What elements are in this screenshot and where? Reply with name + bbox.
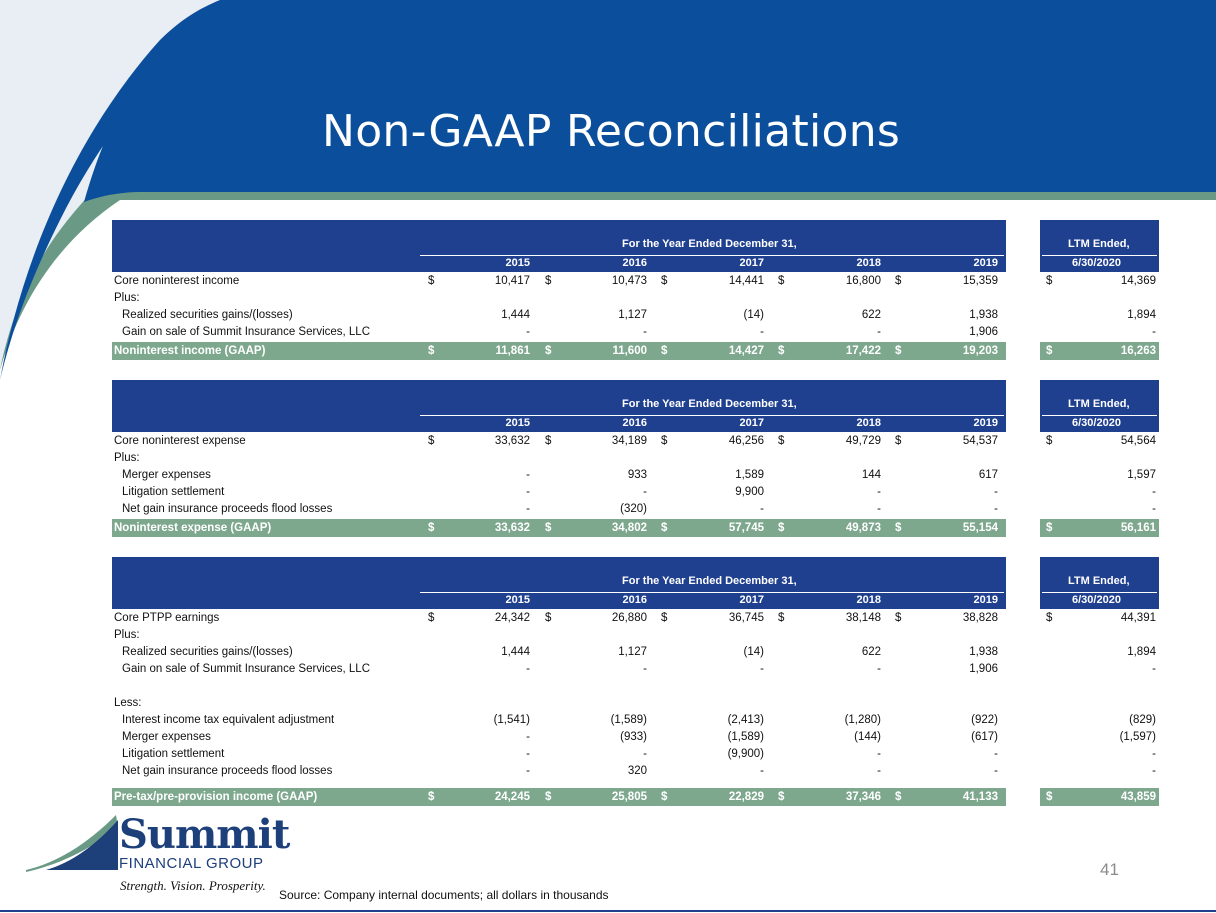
dollar-sign: $ bbox=[1046, 791, 1053, 803]
dollar-sign: $ bbox=[661, 345, 668, 357]
ltm-value: (1,597) bbox=[1119, 731, 1156, 743]
year-header: 2019 bbox=[973, 257, 998, 269]
dollar-sign: $ bbox=[661, 612, 668, 624]
cell-value: 622 bbox=[861, 646, 881, 658]
cell-value: - bbox=[526, 748, 530, 760]
cell-value: - bbox=[877, 503, 881, 515]
cell-value: (14) bbox=[743, 309, 764, 321]
cell-value: - bbox=[877, 765, 881, 777]
total-value: 11,861 bbox=[495, 345, 530, 357]
ltm-date: 6/30/2020 bbox=[1072, 417, 1121, 429]
total-value: 41,133 bbox=[962, 791, 998, 803]
cell-value: 36,745 bbox=[728, 612, 764, 624]
cell-value: (320) bbox=[620, 503, 647, 515]
ltm-header bbox=[1040, 220, 1159, 272]
table-row bbox=[112, 273, 1159, 290]
cell-value: 1,906 bbox=[969, 663, 998, 675]
cell-value: 617 bbox=[978, 469, 998, 481]
cell-value: 144 bbox=[861, 469, 881, 481]
row-label: Plus: bbox=[114, 629, 140, 641]
dollar-sign: $ bbox=[428, 275, 435, 287]
cell-value: (9,900) bbox=[727, 748, 764, 760]
ltm-value: - bbox=[1152, 765, 1156, 777]
dollar-sign: $ bbox=[545, 612, 552, 624]
period-header bbox=[112, 380, 1006, 432]
total-value: 14,427 bbox=[728, 345, 764, 357]
ltm-value: - bbox=[1152, 663, 1156, 675]
dollar-sign: $ bbox=[895, 435, 902, 447]
cell-value: (1,541) bbox=[493, 714, 530, 726]
dollar-sign: $ bbox=[778, 522, 785, 534]
cell-value: (2,413) bbox=[727, 714, 764, 726]
total-row bbox=[112, 788, 1159, 806]
row-label: Merger expenses bbox=[122, 469, 211, 481]
dollar-sign: $ bbox=[545, 522, 552, 534]
period-underline bbox=[420, 592, 1004, 593]
year-header: 2018 bbox=[856, 257, 881, 269]
dollar-sign: $ bbox=[545, 345, 552, 357]
ptpp-income-table bbox=[112, 557, 1159, 807]
table-row bbox=[112, 678, 1159, 695]
dollar-sign: $ bbox=[1046, 275, 1053, 287]
total-row bbox=[112, 342, 1159, 360]
year-header: 2016 bbox=[622, 594, 647, 606]
period-header bbox=[112, 220, 1006, 272]
row-label: Less: bbox=[114, 697, 142, 709]
dollar-sign: $ bbox=[895, 791, 902, 803]
total-ltm-value: 43,859 bbox=[1120, 791, 1156, 803]
ltm-value: 1,894 bbox=[1127, 646, 1156, 658]
cell-value: 9,900 bbox=[735, 486, 764, 498]
ltm-value: 14,369 bbox=[1120, 275, 1156, 287]
dollar-sign: $ bbox=[895, 345, 902, 357]
table-row bbox=[112, 746, 1159, 763]
total-value: 34,802 bbox=[611, 522, 647, 534]
dollar-sign: $ bbox=[778, 435, 785, 447]
cell-value: 622 bbox=[861, 309, 881, 321]
year-header: 2018 bbox=[856, 594, 881, 606]
total-ltm-value: 56,161 bbox=[1120, 522, 1156, 534]
table-row bbox=[112, 290, 1159, 307]
noninterest-income-table bbox=[112, 220, 1159, 360]
dollar-sign: $ bbox=[545, 435, 552, 447]
ltm-value: 1,597 bbox=[1127, 469, 1156, 481]
dollar-sign: $ bbox=[428, 345, 435, 357]
table-row bbox=[112, 763, 1159, 780]
period-title: For the Year Ended December 31, bbox=[622, 575, 797, 587]
table-row bbox=[112, 729, 1159, 746]
cell-value: 24,342 bbox=[494, 612, 530, 624]
cell-value: (1,589) bbox=[727, 731, 764, 743]
cell-value: (922) bbox=[971, 714, 998, 726]
cell-value: - bbox=[877, 748, 881, 760]
year-header: 2019 bbox=[973, 417, 998, 429]
cell-value: - bbox=[760, 663, 764, 675]
dollar-sign: $ bbox=[428, 522, 435, 534]
table-row bbox=[112, 324, 1159, 341]
cell-value: 1,444 bbox=[501, 309, 530, 321]
dollar-sign: $ bbox=[661, 275, 668, 287]
cell-value: - bbox=[760, 326, 764, 338]
dollar-sign: $ bbox=[545, 791, 552, 803]
dollar-sign: $ bbox=[428, 791, 435, 803]
cell-value: 38,148 bbox=[845, 612, 881, 624]
table-row bbox=[112, 307, 1159, 324]
cell-value: 15,359 bbox=[962, 275, 998, 287]
total-value: 25,805 bbox=[611, 791, 647, 803]
total-value: 33,632 bbox=[494, 522, 530, 534]
ltm-value: 54,564 bbox=[1120, 435, 1156, 447]
dollar-sign: $ bbox=[895, 275, 902, 287]
year-header: 2016 bbox=[622, 417, 647, 429]
dollar-sign: $ bbox=[1046, 435, 1053, 447]
ltm-header bbox=[1040, 380, 1159, 432]
cell-value: 1,589 bbox=[735, 469, 764, 481]
cell-value: (1,280) bbox=[844, 714, 881, 726]
cell-value: 1,127 bbox=[618, 309, 647, 321]
period-header bbox=[112, 557, 1006, 609]
cell-value: - bbox=[526, 663, 530, 675]
cell-value: 49,729 bbox=[845, 435, 881, 447]
cell-value: 26,880 bbox=[611, 612, 647, 624]
dollar-sign: $ bbox=[778, 345, 785, 357]
dollar-sign: $ bbox=[778, 612, 785, 624]
ltm-title: LTM Ended, bbox=[1068, 398, 1130, 410]
cell-value: - bbox=[526, 731, 530, 743]
period-underline bbox=[420, 415, 1004, 416]
cell-value: - bbox=[643, 486, 647, 498]
logo-subtitle: FINANCIAL GROUP bbox=[119, 855, 264, 872]
cell-value: 10,473 bbox=[611, 275, 647, 287]
table-row bbox=[112, 433, 1159, 450]
row-label: Gain on sale of Summit Insurance Services, LLC bbox=[122, 663, 371, 675]
company-logo bbox=[26, 811, 290, 895]
dollar-sign: $ bbox=[428, 435, 435, 447]
year-header: 2017 bbox=[739, 594, 764, 606]
cell-value: 10,417 bbox=[494, 275, 530, 287]
cell-value: - bbox=[526, 486, 530, 498]
dollar-sign: $ bbox=[895, 612, 902, 624]
cell-value: - bbox=[760, 765, 764, 777]
total-value: 57,745 bbox=[728, 522, 764, 534]
ltm-underline bbox=[1042, 592, 1157, 593]
cell-value: 46,256 bbox=[728, 435, 764, 447]
table-row bbox=[112, 644, 1159, 661]
dollar-sign: $ bbox=[428, 612, 435, 624]
dollar-sign: $ bbox=[661, 435, 668, 447]
row-label: Merger expenses bbox=[122, 731, 211, 743]
bottom-rule bbox=[0, 910, 1216, 912]
table-row bbox=[112, 467, 1159, 484]
page-title: Non-GAAP Reconciliations bbox=[322, 106, 901, 157]
year-header: 2015 bbox=[505, 594, 530, 606]
cell-value: (1,589) bbox=[610, 714, 647, 726]
cell-value: (933) bbox=[620, 731, 647, 743]
total-row bbox=[112, 519, 1159, 537]
ltm-title: LTM Ended, bbox=[1068, 575, 1130, 587]
row-label: Gain on sale of Summit Insurance Services, LLC bbox=[122, 326, 371, 338]
year-header: 2019 bbox=[973, 594, 998, 606]
row-label: Interest income tax equivalent adjustment bbox=[122, 714, 335, 726]
logo-swoosh-icon bbox=[26, 815, 126, 875]
cell-value: 933 bbox=[627, 469, 647, 481]
cell-value: 1,938 bbox=[969, 646, 998, 658]
cell-value: - bbox=[760, 503, 764, 515]
cell-value: 1,938 bbox=[969, 309, 998, 321]
cell-value: 16,800 bbox=[845, 275, 881, 287]
cell-value: - bbox=[877, 486, 881, 498]
dollar-sign: $ bbox=[895, 522, 902, 534]
cell-value: - bbox=[877, 326, 881, 338]
cell-value: - bbox=[526, 765, 530, 777]
row-label: Core PTPP earnings bbox=[114, 612, 220, 624]
cell-value: - bbox=[526, 326, 530, 338]
total-value: 49,873 bbox=[845, 522, 881, 534]
row-label: Net gain insurance proceeds flood losses bbox=[122, 503, 333, 515]
ltm-value: (829) bbox=[1129, 714, 1156, 726]
total-value: 11,600 bbox=[612, 345, 647, 357]
row-label: Realized securities gains/(losses) bbox=[122, 646, 293, 658]
cell-value: - bbox=[643, 748, 647, 760]
year-header: 2015 bbox=[505, 417, 530, 429]
cell-value: 320 bbox=[627, 765, 647, 777]
cell-value: - bbox=[643, 663, 647, 675]
total-label: Noninterest income (GAAP) bbox=[114, 345, 266, 357]
source-note: Source: Company internal documents; all dollars in thousands bbox=[279, 888, 609, 902]
row-label: Core noninterest expense bbox=[114, 435, 246, 447]
table-row bbox=[112, 501, 1159, 518]
ltm-underline bbox=[1042, 255, 1157, 256]
row-label: Plus: bbox=[114, 292, 140, 304]
logo-name: Summit bbox=[119, 811, 290, 858]
ltm-date: 6/30/2020 bbox=[1072, 257, 1121, 269]
year-header: 2018 bbox=[856, 417, 881, 429]
dollar-sign: $ bbox=[661, 791, 668, 803]
noninterest-expense-table bbox=[112, 380, 1159, 540]
ltm-value: 1,894 bbox=[1127, 309, 1156, 321]
dollar-sign: $ bbox=[545, 275, 552, 287]
row-label: Plus: bbox=[114, 452, 140, 464]
period-underline bbox=[420, 255, 1004, 256]
ltm-header bbox=[1040, 557, 1159, 609]
ltm-value: - bbox=[1152, 748, 1156, 760]
page-number: 41 bbox=[1100, 860, 1119, 879]
cell-value: - bbox=[643, 326, 647, 338]
dollar-sign: $ bbox=[1046, 522, 1053, 534]
cell-value: 1,127 bbox=[618, 646, 647, 658]
row-label: Litigation settlement bbox=[122, 748, 225, 760]
cell-value: 1,444 bbox=[501, 646, 530, 658]
table-row bbox=[112, 484, 1159, 501]
ltm-value: - bbox=[1152, 326, 1156, 338]
ltm-value: - bbox=[1152, 486, 1156, 498]
row-label: Litigation settlement bbox=[122, 486, 225, 498]
cell-value: 34,189 bbox=[611, 435, 647, 447]
ltm-date: 6/30/2020 bbox=[1072, 594, 1121, 606]
year-header: 2015 bbox=[505, 257, 530, 269]
header-blue-band bbox=[84, 0, 1216, 202]
ltm-title: LTM Ended, bbox=[1068, 238, 1130, 250]
row-label: Core noninterest income bbox=[114, 275, 240, 287]
total-value: 22,829 bbox=[728, 791, 764, 803]
cell-value: - bbox=[994, 765, 998, 777]
cell-value: 14,441 bbox=[728, 275, 764, 287]
total-value: 24,245 bbox=[494, 791, 530, 803]
cell-value: 33,632 bbox=[494, 435, 530, 447]
year-header: 2016 bbox=[622, 257, 647, 269]
logo-tagline: Strength. Vision. Prosperity. bbox=[120, 878, 266, 893]
row-label: Net gain insurance proceeds flood losses bbox=[122, 765, 333, 777]
cell-value: - bbox=[526, 469, 530, 481]
ltm-value: - bbox=[1152, 503, 1156, 515]
cell-value: - bbox=[877, 663, 881, 675]
total-value: 37,346 bbox=[845, 791, 881, 803]
year-header: 2017 bbox=[739, 417, 764, 429]
ltm-underline bbox=[1042, 415, 1157, 416]
table-row bbox=[112, 712, 1159, 729]
table-row bbox=[112, 695, 1159, 712]
table-row bbox=[112, 627, 1159, 644]
total-value: 19,203 bbox=[962, 345, 998, 357]
total-label: Pre-tax/pre-provision income (GAAP) bbox=[114, 791, 318, 803]
dollar-sign: $ bbox=[661, 522, 668, 534]
dollar-sign: $ bbox=[1046, 612, 1053, 624]
dollar-sign: $ bbox=[778, 275, 785, 287]
total-value: 17,422 bbox=[845, 345, 881, 357]
cell-value: - bbox=[526, 503, 530, 515]
year-header: 2017 bbox=[739, 257, 764, 269]
dollar-sign: $ bbox=[1046, 345, 1053, 357]
table-row bbox=[112, 661, 1159, 678]
row-label: Realized securities gains/(losses) bbox=[122, 309, 293, 321]
cell-value: - bbox=[994, 503, 998, 515]
table-row bbox=[112, 610, 1159, 627]
period-title: For the Year Ended December 31, bbox=[622, 398, 797, 410]
cell-value: (14) bbox=[743, 646, 764, 658]
cell-value: 54,537 bbox=[962, 435, 998, 447]
total-ltm-value: 16,263 bbox=[1120, 345, 1156, 357]
period-title: For the Year Ended December 31, bbox=[622, 238, 797, 250]
table-row bbox=[112, 450, 1159, 467]
cell-value: - bbox=[994, 486, 998, 498]
cell-value: (144) bbox=[854, 731, 881, 743]
cell-value: 1,906 bbox=[969, 326, 998, 338]
total-label: Noninterest expense (GAAP) bbox=[114, 522, 272, 534]
ltm-value: 44,391 bbox=[1120, 612, 1156, 624]
dollar-sign: $ bbox=[778, 791, 785, 803]
cell-value: (617) bbox=[971, 731, 998, 743]
cell-value: - bbox=[994, 748, 998, 760]
total-value: 55,154 bbox=[962, 522, 998, 534]
cell-value: 38,828 bbox=[962, 612, 998, 624]
